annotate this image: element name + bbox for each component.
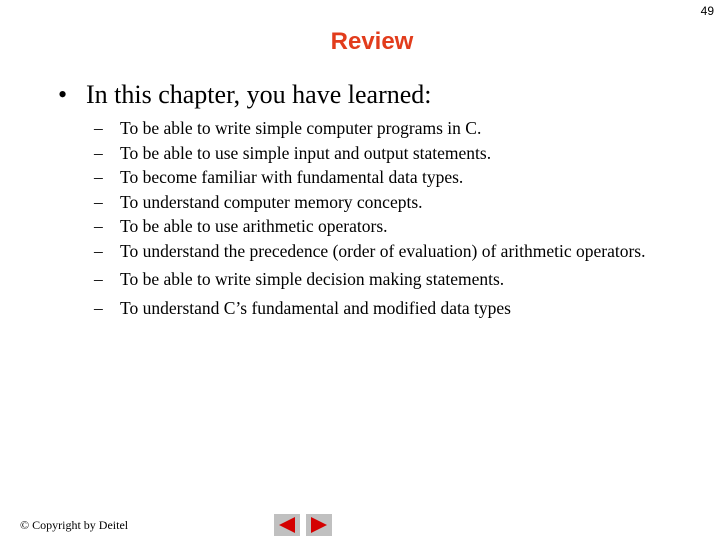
list-item-text: To be able to use arithmetic operators. [120,216,388,236]
dash-icon: – [94,297,103,318]
list-item-text: To understand C’s fundamental and modified data types [120,297,511,318]
list-item-text: To be able to write simple decision making statements. [120,269,505,289]
list-item-text: To be able to write simple computer programs in C. [120,118,482,138]
copyright-notice: © Copyright by Deitel [20,518,129,532]
page-number: 49 [700,4,714,18]
list-item-text: To become familiar with fundamental data types. [120,167,464,187]
list-item-text: To understand computer memory concepts. [120,191,423,212]
dash-icon: – [94,142,103,163]
list-item-text: To be able to use simple input and output statements. [120,142,492,163]
list-item [94,214,654,239]
dash-icon: – [94,269,103,289]
dash-icon: – [94,167,103,187]
slide-title: Review [330,28,414,55]
next-slide-button[interactable] [306,514,332,536]
triangle-right-icon [309,516,329,534]
learning-outcomes-list [94,116,654,320]
dash-icon: – [94,216,103,236]
dash-icon: – [94,118,103,138]
main-bullet [58,80,432,110]
previous-slide-button[interactable] [274,514,300,536]
list-item [94,190,654,215]
list-item [94,239,654,264]
list-item [94,165,654,190]
list-item-text: To understand the precedence (order of evaluation) of arithmetic operators. [120,240,646,261]
dash-icon: – [94,191,103,212]
list-item [94,116,654,141]
list-item [94,267,654,292]
dash-icon: – [94,240,103,261]
bullet-icon: • [58,80,68,109]
slide-navigation [274,514,332,536]
main-bullet-text: In this chapter, you have learned: [86,80,432,109]
triangle-left-icon [277,516,297,534]
list-item [94,141,654,166]
list-item [94,296,654,321]
